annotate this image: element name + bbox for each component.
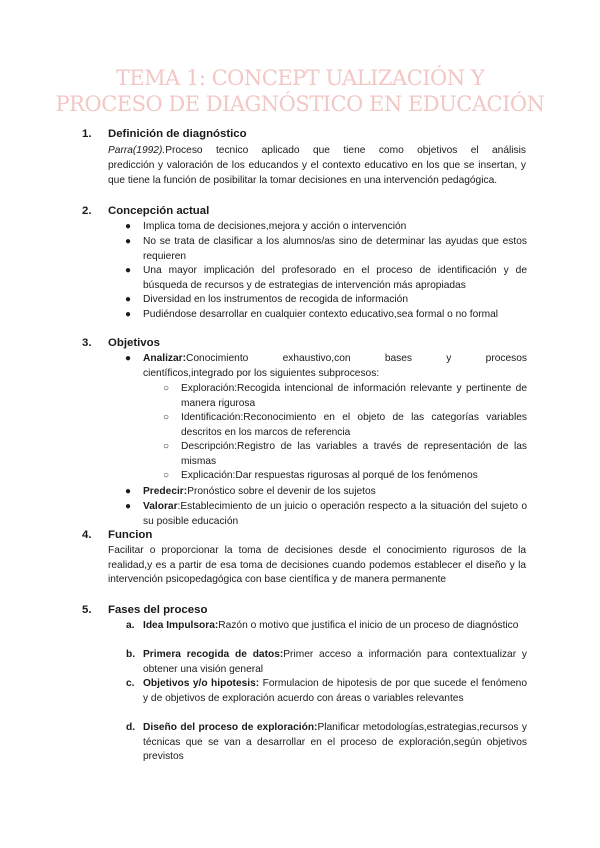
phase-text: Planificar metodologías,estrategias,recursos y técnicas que se van a desarrollar en el proceso de exploración,según objetivos previstos — [143, 722, 527, 763]
section-heading: Definición de diagnóstico — [108, 128, 247, 140]
circle-bullet-icon: ○ — [163, 470, 170, 481]
phase-item — [143, 648, 527, 677]
term-text: :Establecimiento de un juicio o operación respecto a la situación del sujeto o su posible educación — [143, 501, 527, 527]
bullet-icon: ● — [125, 353, 132, 364]
section-paragraph-line — [108, 144, 526, 159]
section-number: 2. — [82, 205, 92, 217]
sub-list-item: Identificación:Reconocimiento en el objeto de las categorías variables descritos en los marcos de referencia — [181, 412, 527, 438]
phase-text: Razón o motivo que justifica el inicio de un proceso de diagnóstico — [218, 620, 519, 631]
list-letter: b. — [126, 649, 136, 660]
phase-label: Idea Impulsora: — [143, 620, 219, 631]
citation: Parra(1992). — [108, 145, 166, 156]
phase-label: Objetivos y/o hipotesis: — [143, 678, 260, 689]
bullet-icon: ● — [125, 221, 132, 232]
term-text: Pronóstico sobre el devenir de los sujetos — [187, 486, 376, 497]
section-number: 1. — [82, 128, 92, 140]
phase-text: Formulacion de hipotesis de por que sucede el fenómeno y de objetivos de exploración acuerdo con áreas o variables relevantes — [143, 678, 527, 704]
list-item-analizar — [143, 352, 527, 367]
term-label: Predecir: — [143, 486, 188, 497]
phase-item — [143, 619, 527, 634]
term-text: Conocimiento exhaustivo,con bases y procesos — [186, 353, 527, 364]
circle-bullet-icon: ○ — [163, 441, 170, 452]
list-letter: d. — [126, 722, 136, 733]
sub-list-item: Explicación:Dar respuestas rigurosas al porqué de los fenómenos — [181, 470, 478, 481]
section-number: 4. — [82, 529, 92, 541]
bullet-icon: ● — [125, 486, 132, 497]
section-paragraph: predicción y valoración de los educandos y el contexto educativo en los que se insertan, y que tiene la función de posibilitar la tomar decisiones en una intervención pedagógica. — [108, 160, 526, 186]
phase-label: Primera recogida de datos: — [143, 649, 284, 660]
term-label: Analizar: — [143, 353, 187, 364]
section-heading: Funcion — [108, 529, 153, 541]
page-title-line1: TEMA 1: CONCEPT UALIZACIÓN Y — [115, 66, 485, 90]
section-heading: Concepción actual — [108, 205, 210, 217]
phase-text: Primer acceso a información para contextualizar y obtener una visión general — [143, 649, 527, 675]
phase-item — [143, 677, 527, 706]
list-item-valorar — [143, 500, 527, 529]
circle-bullet-icon: ○ — [163, 383, 170, 394]
section-paragraph: Facilitar o proporcionar la toma de decisiones desde el conocimiento rigurosos de la realidad,y es a partir de esa toma de decisiones cuando podemos establecer el diseño y la intervención psicopedagógica con base científica y de manera permanente — [108, 545, 526, 586]
list-item: Implica toma de decisiones,mejora y acción o intervención — [143, 221, 407, 232]
paragraph-text: Proceso tecnico aplicado que tiene como objetivos el análisis — [165, 145, 526, 156]
list-item-continuation: científicos,integrado por los siguientes subprocesos: — [143, 368, 380, 379]
bullet-icon: ● — [125, 294, 132, 305]
sub-list-item: Exploración:Recogida intencional de información relevante y pertinente de manera rigurosa — [181, 383, 527, 409]
list-item: No se trata de clasificar a los alumnos/as sino de determinar las ayudas que estos requieren — [143, 236, 527, 262]
section-heading: Fases del proceso — [108, 604, 208, 616]
list-letter: c. — [126, 678, 135, 689]
section-number: 5. — [82, 604, 92, 616]
list-letter: a. — [126, 620, 135, 631]
section-heading: Objetivos — [108, 337, 160, 349]
sub-list-item: Descripción:Registro de las variables a través de representación de las mismas — [181, 441, 527, 467]
term-label: Valorar — [143, 501, 178, 512]
list-item-predecir — [143, 485, 527, 500]
list-item: Diversidad en los instrumentos de recogida de información — [143, 294, 409, 305]
section-number: 3. — [82, 337, 92, 349]
page-title-line2: PROCESO DE DIAGNÓSTICO EN EDUCACIÓN — [55, 92, 545, 116]
bullet-icon: ● — [125, 309, 132, 320]
list-item: Una mayor implicación del profesorado en el proceso de identificación y de búsqueda de recursos y de estrategias de intervención más apropiadas — [143, 265, 527, 291]
bullet-icon: ● — [125, 501, 132, 512]
bullet-icon: ● — [125, 236, 132, 247]
list-item: Pudiéndose desarrollar en cualquier contexto educativo,sea formal o no formal — [143, 309, 499, 320]
circle-bullet-icon: ○ — [163, 412, 170, 423]
bullet-icon: ● — [125, 265, 132, 276]
phase-label: Diseño del proceso de exploración: — [143, 722, 318, 733]
phase-item — [143, 721, 527, 765]
